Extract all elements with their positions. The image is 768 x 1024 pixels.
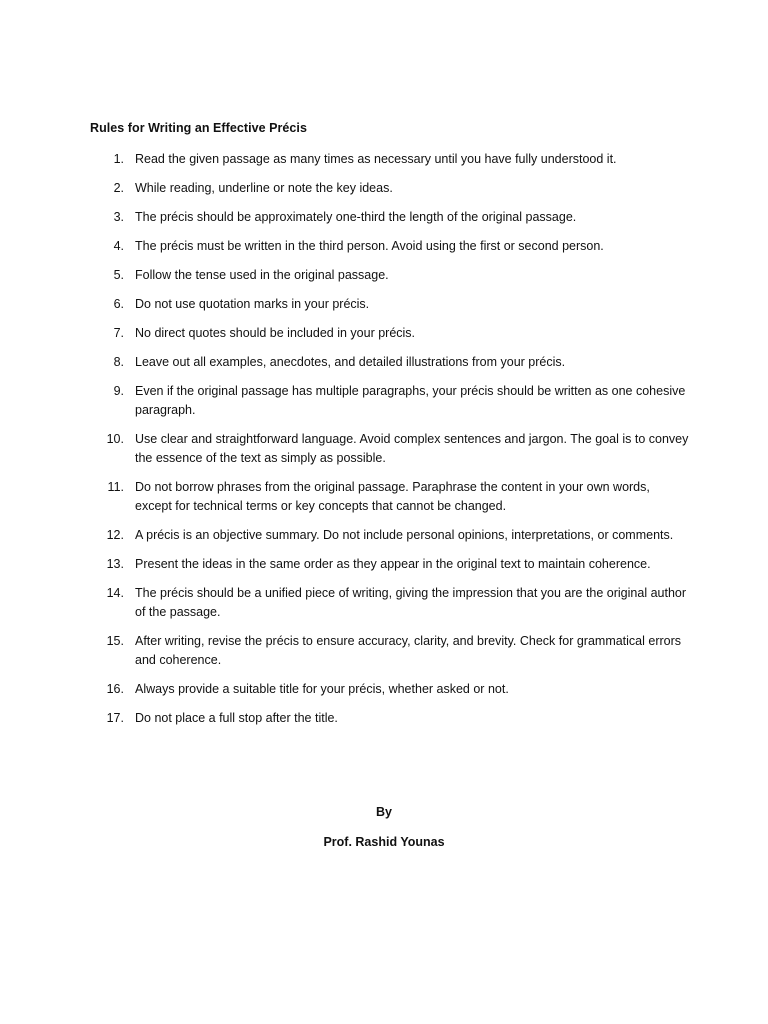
rule-number: 1. (113, 152, 124, 166)
author-name: Prof. Rashid Younas (323, 835, 445, 849)
rule-item (90, 526, 690, 545)
rule-item (90, 324, 690, 343)
rules-list (90, 150, 690, 738)
rule-item (90, 237, 690, 256)
rule-text: Always provide a suitable title for your précis, whether asked or not. (135, 682, 509, 696)
rule-text: Read the given passage as many times as necessary until you have fully understood it. (135, 152, 617, 166)
rule-item (90, 478, 690, 516)
rule-item (90, 382, 690, 420)
rule-number: 9. (113, 384, 124, 398)
rule-text: Present the ideas in the same order as they appear in the original text to maintain coherence. (135, 557, 651, 571)
document-title: Rules for Writing an Effective Précis (90, 121, 307, 135)
rule-text: Use clear and straightforward language. Avoid complex sentences and jargon. The goal is to convey the essence of the text as simply as possible. (135, 432, 689, 465)
rule-text: Do not use quotation marks in your précis. (135, 297, 370, 311)
rule-item (90, 709, 690, 728)
rule-item (90, 266, 690, 285)
rule-number: 16. (106, 682, 124, 696)
rule-number: 15. (106, 634, 124, 648)
rule-text: Even if the original passage has multiple paragraphs, your précis should be written as one cohesive paragraph. (135, 384, 686, 417)
rule-text: Do not borrow phrases from the original passage. Paraphrase the content in your own words, except for technical terms or key concepts that cannot be changed. (135, 480, 650, 513)
rule-text: While reading, underline or note the key ideas. (135, 181, 393, 195)
rule-number: 2. (113, 181, 124, 195)
rule-text: The précis should be a unified piece of writing, giving the impression that you are the original author of the passage. (135, 586, 687, 619)
rule-number: 10. (106, 432, 124, 446)
rule-text: A précis is an objective summary. Do not include personal opinions, interpretations, or comments. (135, 528, 674, 542)
rule-text: Follow the tense used in the original passage. (135, 268, 389, 282)
rule-number: 7. (113, 326, 124, 340)
rule-item (90, 555, 690, 574)
rule-item (90, 430, 690, 468)
rule-item (90, 584, 690, 622)
rule-text: Leave out all examples, anecdotes, and detailed illustrations from your précis. (135, 355, 566, 369)
rule-number: 4. (113, 239, 124, 253)
rule-number: 14. (106, 586, 124, 600)
rule-number: 3. (113, 210, 124, 224)
rule-item (90, 353, 690, 372)
rule-item (90, 632, 690, 670)
by-label: By (376, 805, 392, 819)
rule-number: 13. (106, 557, 124, 571)
rule-item (90, 150, 690, 169)
rule-text: The précis should be approximately one-third the length of the original passage. (135, 210, 577, 224)
rule-item (90, 179, 690, 198)
rule-text: The précis must be written in the third person. Avoid using the first or second person. (135, 239, 604, 253)
rule-number: 11. (107, 480, 124, 494)
rule-number: 5. (113, 268, 124, 282)
rule-text: After writing, revise the précis to ensure accuracy, clarity, and brevity. Check for grammatical errors and coherence. (135, 634, 682, 667)
rule-number: 17. (106, 711, 124, 725)
rule-number: 6. (113, 297, 124, 311)
rule-item (90, 680, 690, 699)
rule-item (90, 208, 690, 227)
rule-number: 8. (113, 355, 124, 369)
rule-number: 12. (106, 528, 124, 542)
rule-item (90, 295, 690, 314)
rule-text: Do not place a full stop after the title. (135, 711, 338, 725)
rule-text: No direct quotes should be included in your précis. (135, 326, 416, 340)
